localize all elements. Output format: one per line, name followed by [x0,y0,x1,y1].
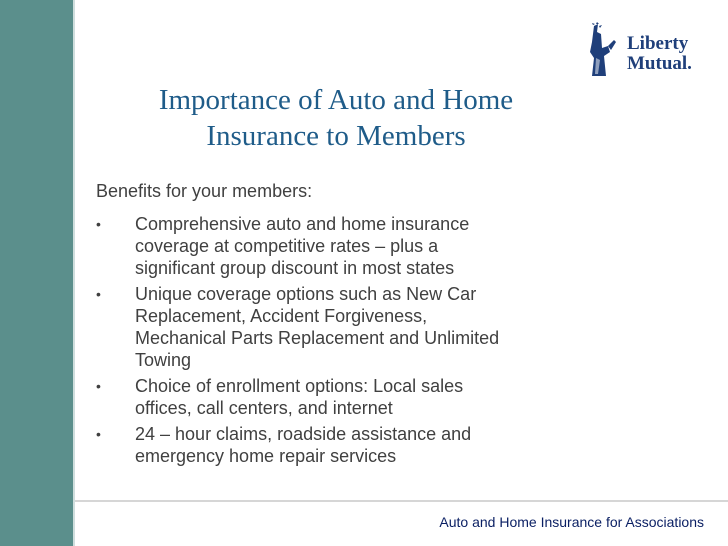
bullet-item [96,283,556,371]
title-line-2: Insurance to Members [206,120,466,152]
bullet-marker: • [96,426,101,442]
benefits-list [96,213,556,471]
bullet-line: 24 – hour claims, roadside assistance and [135,424,472,444]
bullet-line: Mechanical Parts Replacement and Unlimited [135,328,500,348]
bullet-line: Towing [135,350,192,370]
bullet-marker: • [96,216,101,232]
logo-word-liberty: Liberty [627,33,689,54]
bullet-item [96,213,556,279]
left-sidebar-band [0,0,73,546]
page-title [96,82,576,154]
bullet-line: Comprehensive auto and home insurance [135,214,470,234]
logo-word-mutual: Mutual. [627,53,692,74]
bullet-line: Unique coverage options such as New Car [135,284,477,304]
sidebar-edge-divider [73,0,75,546]
bullet-item [96,375,556,419]
footer-caption: Auto and Home Insurance for Associations [439,514,704,530]
logo-wordmark [627,34,692,74]
bullet-line: significant group discount in most states [135,258,455,278]
bullet-item [96,423,556,467]
bullet-line: Choice of enrollment options: Local sales [135,376,464,396]
bullet-marker: • [96,286,101,302]
bullet-line: coverage at competitive rates – plus a [135,236,439,256]
liberty-mutual-logo [584,22,704,82]
bullet-line: emergency home repair services [135,446,397,466]
bullet-line: Replacement, Accident Forgiveness, [135,306,428,326]
title-line-1: Importance of Auto and Home [158,84,514,116]
benefits-intro: Benefits for your members: [96,181,313,201]
bullet-marker: • [96,378,101,394]
bullet-line: offices, call centers, and internet [135,398,393,418]
statue-of-liberty-logo-icon [584,22,624,78]
footer-divider [75,500,728,502]
